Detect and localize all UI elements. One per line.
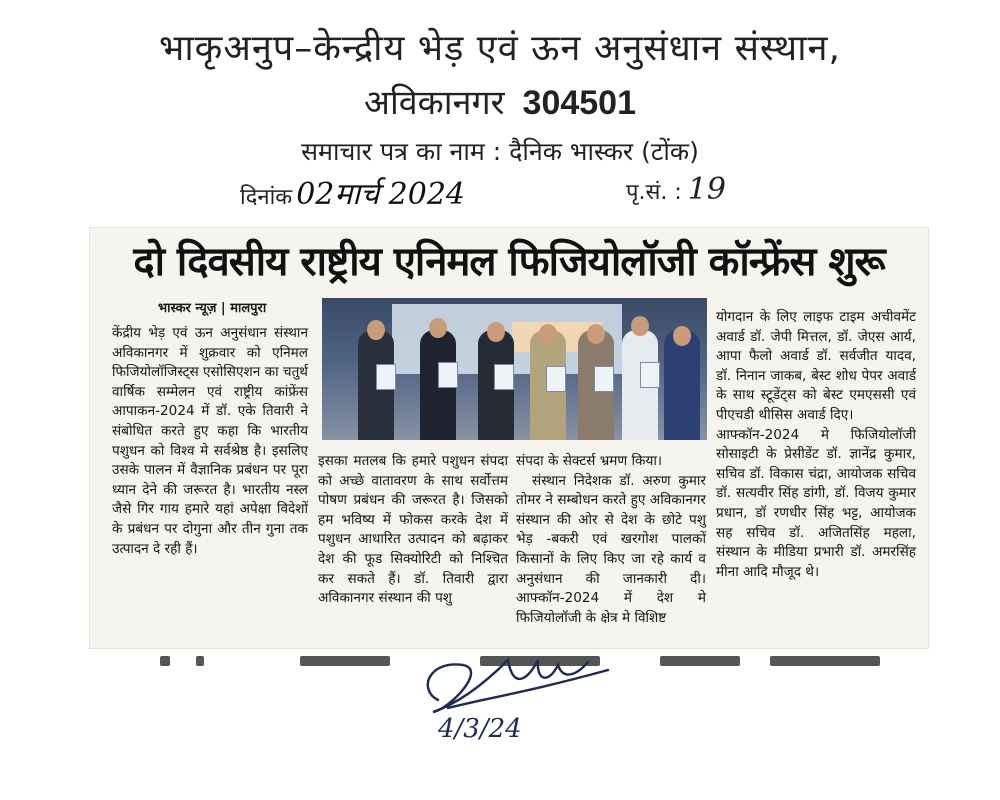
photo-person-head (367, 320, 385, 340)
column-4-paragraph-2: आफ्कॉन-2024 मे फिजियोलॉजी सोसाइटी के प्रेसीडेंट डॉ. ज्ञानेंद्र कुमार, सचिव डॉ. विकास चंद्रा, आयोजक सचिव डॉ. सत्यवीर सिंह डांगी, डॉ. विजय कुमार प्रधान, डॉ रणधीर सिंह भट्ट, आयोजक सह सचिव डॉ. अजितसिंह महला, संस्थान के मीडिया प्रभारी डॉ. अमरसिंह मीना आदि मौजूद थे। (716, 426, 916, 580)
photo-book (640, 362, 660, 388)
page-value: 19 (687, 172, 726, 207)
photo-book (546, 366, 566, 392)
article-byline: भास्कर न्यूज़ | मालपुरा (158, 301, 267, 316)
date-line (240, 172, 465, 213)
column-3-paragraph-1: संपदा के सेक्टर्स भ्रमण किया। (516, 453, 663, 469)
conference-photo (322, 298, 707, 440)
date-label: दिनांक (240, 185, 293, 210)
column-1-text: केंद्रीय भेड़ एवं ऊन अनुसंधान संस्थान अविकानगर में शुक्रवार को एनिमल फिजियोलॉजिस्ट्स एसोसिएशन का चतुर्थ वार्षिक सम्मेलन एवं राष्ट्रीय कांफ्रेंस आपाकन-2024 में डॉ. एके तिवारी ने संबोधित करते हुए कहा कि भारतीय पशुधन को विश्व मे सर्वश्रेष्ठ है। इसलिए उसके पालन में वैज्ञानिक प्रबंधन पर पूरा ध्यान देने की जरूरत है। भारतीय नस्ल जैसे गिर गाय हमारे यहां अपेक्षा विदेशों के प्रबंधन पर दोगुना और तीन गुना तक उत्पादन दे रही हैं। (112, 325, 308, 557)
signature-date: 4/3/24 (438, 714, 522, 744)
photo-person (664, 330, 700, 440)
handwritten-signature (408, 640, 618, 744)
photo-person-head (673, 326, 691, 346)
photo-person-head (587, 324, 605, 344)
photo-person-head (539, 324, 557, 344)
signature-scribble (408, 640, 618, 720)
photo-book (594, 366, 614, 392)
article-column-3 (516, 452, 706, 628)
column-4-paragraph-1: योगदान के लिए लाइफ टाइम अचीवमेंट अवार्ड डॉ. जेपी मित्तल, डॉ. जेएस आर्य, आपा फैलो अवार्ड डॉ. सर्वजीत यादव, डॉ. निनान जाकब, बेस्ट शोध पेपर अवार्ड के साथ स्टूडेंट्स को बेस्ट एमएससी एवं पीएचडी थीसिस अवार्ड दिए। (716, 309, 916, 423)
photo-person-head (631, 316, 649, 336)
institute-location: अविकानगर (364, 83, 505, 123)
photo-person-head (487, 322, 505, 342)
article-column-2 (318, 452, 508, 609)
page-number (626, 172, 726, 207)
photo-book (494, 364, 514, 390)
newspaper-name: समाचार पत्र का नाम : दैनिक भास्कर (टोंक) (301, 137, 699, 166)
column-2-text: इसका मतलब कि हमारे पशुधन संपदा को अच्छे वातावरण के साथ सर्वोत्तम पोषण प्रबंधन की जरूरत है। जिसको हम भविष्य में फोकस करके देश में पशुधन आधारित उत्पादन को बढ़ाकर देश की फूड सिक्योरिटी को निश्चित कर सकते हैं। डॉ. तिवारी द्वारा अविकानगर संस्थान की पशु (318, 453, 508, 607)
article-column-1 (112, 324, 308, 559)
date-value: 02मार्च 2024 (296, 177, 466, 212)
institute-name-line1: भाकृअनुप–केन्द्रीय भेड़ एवं ऊन अनुसंधान संस्थान, (159, 28, 841, 69)
photo-person-head (429, 318, 447, 338)
photo-book (376, 364, 396, 390)
column-3-paragraph-2: संस्थान निदेशक डॉ. अरुण कुमार तोमर ने सम्बोधन करते हुए अविकानगर संस्थान की ओर से देश के छोटे पशु भेड़ -बकरी एवं खरगोश पालकों किसानों के लिए किए जा रहे कार्य व अनुसंधान की जानकारी दी। आफ्कॉन-2024 में देश मे फिजियोलॉजी के क्षेत्र मे विशिष्ट (516, 472, 706, 626)
pincode: 304501 (522, 84, 636, 122)
article-column-4 (716, 308, 916, 582)
page-label: पृ.सं. : (626, 180, 682, 205)
article-headline: दो दिवसीय राष्ट्रीय एनिमल फिजियोलॉजी कॉन्फ्रेंस शुरू (133, 239, 885, 285)
institute-name-line2 (0, 78, 1000, 124)
photo-book (438, 362, 458, 388)
newspaper-clipping (90, 228, 928, 648)
